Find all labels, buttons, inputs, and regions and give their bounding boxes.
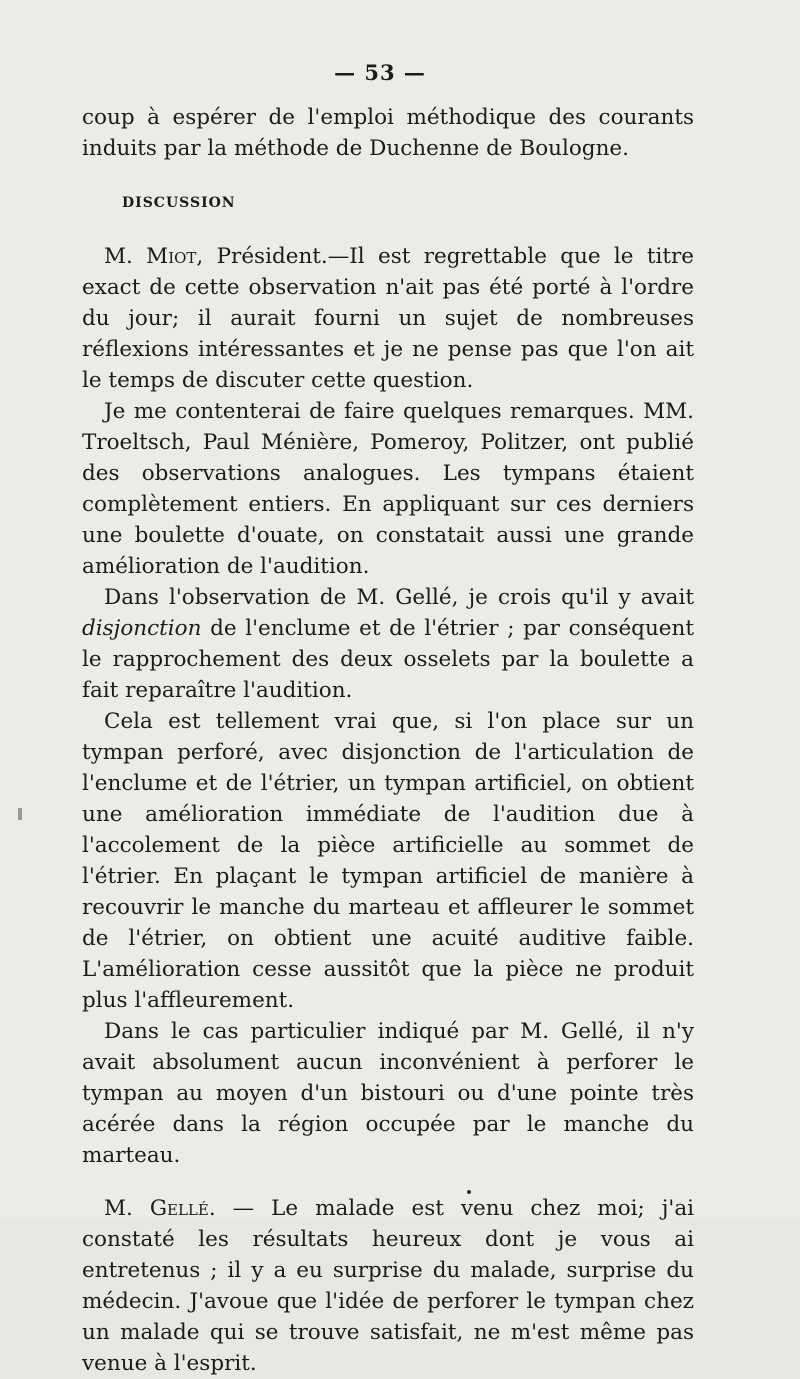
ink-dot [467, 1190, 471, 1194]
miot-paragraph-2: Je me contenterai de faire quelques remarques. MM. Troeltsch, Paul Ménière, Pomeroy, Politzer, ont publié des observations analogues. Les tympans étaient complètement entiers. En appliquant sur ces derniers une boulette d'ouate, on constatait aussi une grande amélioration de l'audition. [82, 399, 694, 579]
miot-text-1: —Il est regrettable que le titre exact de cette observation n'ait pas été porté à l'ordre du jour; il aurait fourni un sujet de nombreuses réflexions intéressantes et je ne pense pas que l'on ait le temps de discuter cette question. [82, 244, 694, 393]
miot-italic-term: disjonction [82, 616, 202, 641]
speaker-miot-role: , Président. [196, 244, 328, 269]
body-text [82, 102, 694, 1379]
miot-text-3b: de l'enclume et de l'étrier ; par conséquent le rapprochement des deux osselets par la boulette a fait reparaître l'audition. [82, 616, 694, 703]
speaker-gelle: M. Gellé. [104, 1196, 216, 1221]
miot-text-3a: Dans l'observation de M. Gellé, je crois qu'il y avait [104, 585, 694, 610]
miot-paragraph-3 [82, 582, 694, 706]
speaker-miot: M. Miot [104, 244, 197, 269]
section-heading: DISCUSSION [122, 195, 236, 211]
margin-mark [18, 808, 22, 820]
miot-paragraph-4: Cela est tellement vrai que, si l'on place sur un tympan perforé, avec disjonction de l'articulation de l'enclume et de l'étrier, un tympan artificiel, on obtient une amélioration immédiate de l'audition due à l'accolement de la pièce artificielle au sommet de l'étrier. En plaçant le tympan artificiel de manière à recouvrir le manche du marteau et affleurer le sommet de l'étrier, on obtient une acuité auditive faible. L'amélioration cesse aussitôt que la pièce ne produit plus l'affleurement. [82, 709, 694, 1013]
intro-paragraph: coup à espérer de l'emploi méthodique des courants induits par la méthode de Duchenne de Boulogne. [82, 105, 694, 161]
page-number: — 53 — [334, 60, 426, 85]
gelle-text: — Le malade est venu chez moi; j'ai constaté les résultats heureux dont je vous ai entretenus ; il y a eu surprise du malade, surprise du médecin. J'avoue que l'idée de perforer le tympan chez un malade qui se trouve satisfait, ne m'est même pas venue à l'esprit. [82, 1196, 695, 1376]
miot-paragraph-5: Dans le cas particulier indiqué par M. Gellé, il n'y avait absolument aucun inconvénient à perforer le tympan au moyen d'un bistouri ou d'une pointe très acérée dans la région occupée par le manche du marteau. [82, 1019, 694, 1168]
gelle-paragraph [82, 1193, 694, 1379]
miot-paragraph-1 [82, 241, 694, 396]
